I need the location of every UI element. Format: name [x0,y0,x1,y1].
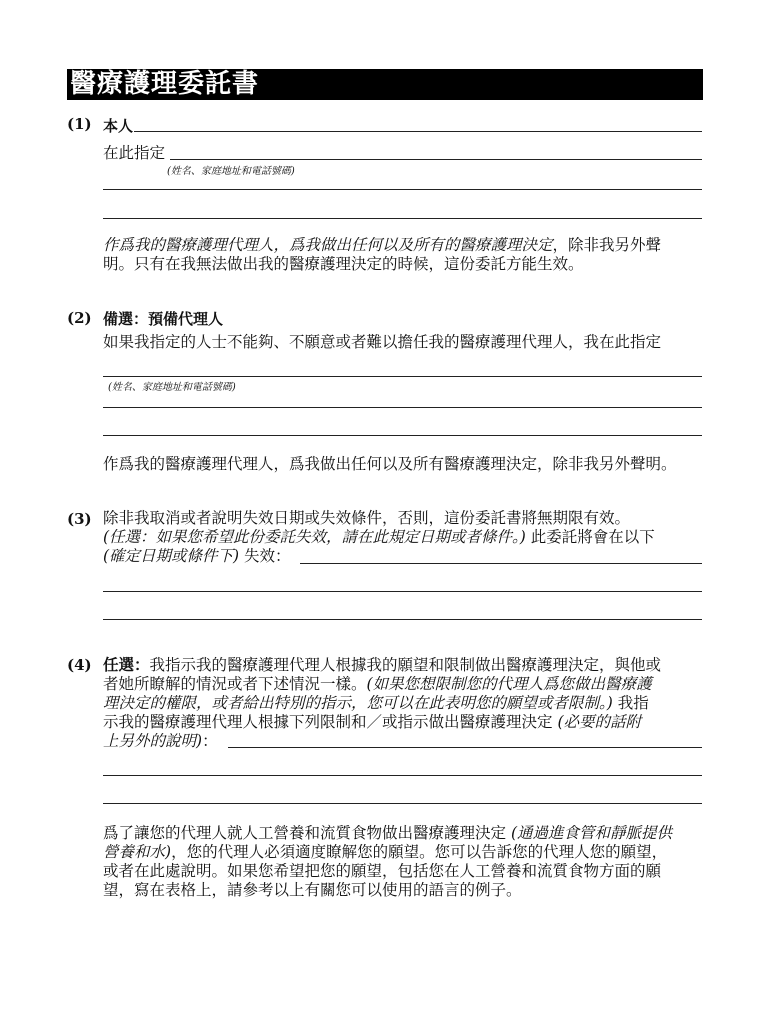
section-2-heading: 備選：預備代理人 [103,310,224,328]
note-line-2-rest: ，您的代理人必須適度瞭解您的願望。您可以告訴您的代理人您的願望， [171,843,668,861]
note-line-1-plain: 爲了讓您的代理人就人工營養和流質食物做出醫療護理決定 [103,824,511,842]
section-4-line-2 [103,674,652,694]
section-3-optional-italic: (任選：如果您希望此份委託失效，請在此規定日期或者條件。) [103,528,526,546]
section-3-line-3 [103,546,291,566]
section-4-line-2-italic: (如果您想限制您的代理人爲您做出醫療護 [366,675,652,693]
principal-name-line[interactable] [134,131,702,132]
form-title: 醫療護理委託書 [70,69,260,99]
section-2-paragraph: 作爲我的醫療護理代理人，爲我做出任何以及所有醫療護理決定，除非我另外聲明。 [103,455,677,473]
note-line-2-italic: 營養和水) [103,843,172,861]
section-1-italic: 作爲我的醫療護理代理人，爲我做出任何以及所有的醫療護理決定 [103,236,553,254]
alternate-address-line-2[interactable] [103,435,702,436]
agent-hint: (姓名、家庭地址和電話號碼) [167,166,295,177]
section-2-number: (2) [67,309,92,327]
section-4-line-1-rest: 我指示我的醫療護理代理人根據我的願望和限制做出醫療護理決定，與他或 [149,656,662,674]
expiration-line-1[interactable] [300,563,702,564]
section-4-line-4 [103,712,641,732]
note-line-4: 望，寫在表格上，請參考以上有關您可以使用的語言的例子。 [103,881,522,899]
section-2-text: 如果我指定的人士不能夠、不願意或者難以擔任我的醫療護理代理人，我在此指定 [103,333,662,351]
appoint-text: 在此指定 [103,144,166,162]
instructions-line-3[interactable] [103,803,702,804]
section-4-line-4-italic: (必要的話附 [557,713,641,731]
section-1-number: (1) [67,115,92,133]
section-4-optional-label: 任選： [103,655,150,674]
agent-address-line-1[interactable] [103,189,702,190]
note-line-3: 或者在此處說明。如果您希望把您的願望，包括您在人工營養和流質食物方面的願 [103,862,662,880]
section-4-line-5 [103,731,218,751]
section-4-number: (4) [67,656,92,674]
section-1-label: 本人 [103,117,134,135]
note-line-1 [103,823,672,843]
section-3-line-1: 除非我取消或者說明失效日期或失效條件，否則，這份委託書將無期限有效。 [103,509,631,527]
section-3-number: (3) [67,510,92,528]
alternate-address-line-1[interactable] [103,407,702,408]
section-1-paragraph-line-2: 明。只有在我無法做出我的醫療護理決定的時候，這份委託方能生效。 [103,255,584,273]
section-4-line-3 [103,693,649,713]
section-4-line-3-italic: 理決定的權限，或者給出特別的指示，您可以在此表明您的願望或者限制。) [103,694,613,712]
section-3-line-3-rest: 失效： [239,547,291,565]
section-4-line-4-plain: 示我的醫療護理代理人根據下列限制和／或指示做出醫療護理決定 [103,713,558,731]
section-1-rest: ，除非我另外聲 [552,236,662,254]
section-1-paragraph-line-1 [103,235,661,255]
section-4-line-1 [103,655,661,675]
section-3-condition-italic: (確定日期或條件下) [103,547,240,565]
instructions-line-1[interactable] [228,747,702,748]
alternate-hint: (姓名、家庭地址和電話號碼) [108,382,236,393]
agent-name-line[interactable] [170,159,702,160]
note-line-1-italic: (通過進食管和靜脈提供 [510,824,672,842]
section-4-line-3-rest: 我指 [612,694,649,712]
section-4-line-5-rest: ： [202,732,218,750]
section-3-line-2 [103,527,655,547]
section-4-line-2-plain: 者她所瞭解的情況或者下述情況一樣。 [103,675,367,693]
expiration-line-2[interactable] [103,591,702,592]
agent-address-line-2[interactable] [103,218,702,219]
alternate-name-line[interactable] [103,376,702,377]
section-4-line-5-italic: 上另外的說明) [103,732,203,750]
instructions-line-2[interactable] [103,775,702,776]
title-bar [67,69,703,100]
expiration-line-3[interactable] [103,619,702,620]
note-line-2 [103,842,667,862]
section-3-line-2-rest: 此委託將會在以下 [525,528,655,546]
